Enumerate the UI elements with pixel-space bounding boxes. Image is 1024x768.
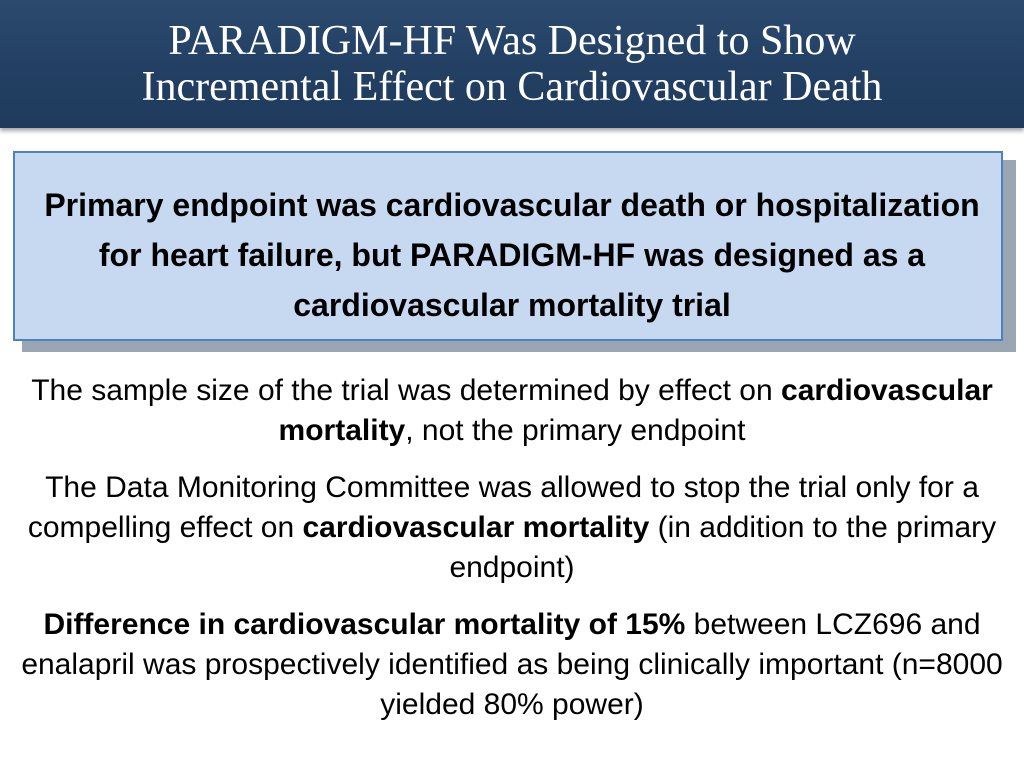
bullet-3-emphasis: Difference in cardiovascular mortality of 15% [43,608,686,641]
slide-title-line-1: PARADIGM-HF Was Designed to Show [168,18,856,64]
bullet-sample-size [20,371,1004,451]
bullet-3-text-end: between LCZ696 and enalapril was prospectively identified as being clinically important (n=8000 yielded 80% power) [21,608,1003,721]
bullet-1-text: The sample size of the trial was determined by effect on [31,374,782,407]
bullet-1-emphasis: cardiovascular mortality [278,374,993,447]
bullet-list [20,371,1004,742]
bullet-2-text-end: (in addition to the primary endpoint) [449,511,997,584]
bullet-data-monitoring [20,468,1004,588]
bullet-1-text-end: , not the primary endpoint [405,414,746,447]
bullet-2-text: The Data Monitoring Committee was allowed to stop the trial only for a compelling effect on [27,471,979,544]
bullet-mortality-difference [20,605,1004,725]
callout-text: Primary endpoint was cardiovascular death or hospitalization for heart failure, but PARADIGM-HF was designed as a cardiovascular mortality trial [44,187,980,323]
slide-title-line-2: Incremental Effect on Cardiovascular Death [141,64,883,110]
slide-title-bar [0,0,1024,128]
bullet-2-emphasis: cardiovascular mortality [302,511,650,544]
